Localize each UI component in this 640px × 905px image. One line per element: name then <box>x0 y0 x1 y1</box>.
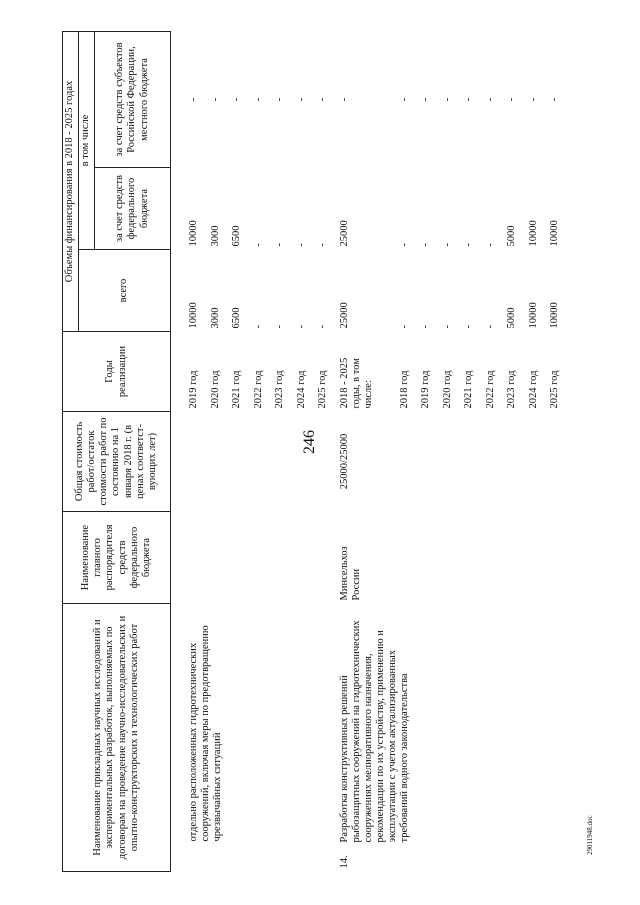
federal-cell: - <box>484 243 496 247</box>
federal-cell: 10000 <box>527 220 539 247</box>
year-cell: 2019 год <box>420 370 431 409</box>
year-cell: 2020 год <box>441 370 453 409</box>
total-cell: - <box>317 325 328 329</box>
year-cell: 2019 год <box>188 370 199 409</box>
year-cell: 2025 год <box>317 370 328 409</box>
item-name: Разработка конструктивных решений рыбозащитных сооружений на гидротехнических сооружениях мелиоративного назначения, рекомендации по их устройству, применению и эксплуатации с учетом актуализированных требований водного законодательства <box>338 620 410 843</box>
year-cell: 2021 год <box>463 370 474 409</box>
total-cell: - <box>252 325 264 329</box>
header-federal: за счет средств федерального бюджета <box>95 168 171 250</box>
total-cell: 5000 <box>506 307 517 329</box>
regional-cell: - <box>209 97 221 102</box>
total-cell: 6500 <box>231 307 242 329</box>
year-cell: 2020 год <box>209 370 221 409</box>
header-years: Годы реализации <box>63 332 171 412</box>
total-cell: 10000 <box>549 302 560 329</box>
header-funding: Объемы финансирования в 2018 - 2025 годах <box>63 31 79 331</box>
year-cell: 2021 год <box>231 370 242 409</box>
regional-cell: - <box>231 97 242 102</box>
year-cell: 2024 год <box>527 370 539 409</box>
regional-cell: - <box>506 97 517 102</box>
item-number: 14. <box>338 855 350 869</box>
federal-cell: 25000 <box>338 220 350 247</box>
total-cell: - <box>295 325 307 329</box>
header-regional: за счет средств субъектов Российской Федерации, местного бюджета <box>95 31 171 167</box>
document-footer-id: 29011948.doc <box>586 815 594 855</box>
year-cell: 2023 год <box>274 370 285 409</box>
item-14 <box>338 604 570 872</box>
federal-cell: - <box>441 243 453 247</box>
federal-cell: - <box>463 243 474 247</box>
year-cell: 2023 год <box>506 370 517 409</box>
item-manager: Минсельхоз России <box>338 546 362 601</box>
regional-cell: - <box>441 97 453 102</box>
item-name: отдельно расположенных гидротехнических сооружений, включая меры по предотвращению чрезвычайных ситуаций <box>188 625 224 842</box>
federal-cell: - <box>398 243 410 247</box>
federal-cell: 3000 <box>209 225 221 247</box>
total-cell: 10000 <box>527 302 539 329</box>
year-cell: 2022 год <box>252 370 264 409</box>
item-cost: 25000/25000 <box>338 433 350 490</box>
year-cell: 2025 год <box>549 370 560 409</box>
header-cost: Общая стоимость работ/остаток стоимости работ по состоянию на 1 января 2018 г. (в ценах соответст- вующих лет) <box>63 412 171 512</box>
page-number: 246 <box>301 430 318 454</box>
federal-cell: - <box>274 243 285 247</box>
federal-cell: 5000 <box>506 225 517 247</box>
regional-cell: - <box>188 97 199 102</box>
regional-cell: - <box>420 97 431 102</box>
table-row <box>187 31 209 871</box>
total-cell: - <box>484 325 496 329</box>
regional-cell: - <box>274 97 285 102</box>
total-cell: 25000 <box>338 302 350 329</box>
total-cell: - <box>420 325 431 329</box>
header-total: всего <box>79 250 171 332</box>
year-cell: 2024 год <box>295 370 307 409</box>
header-manager: Наименование главного распорядителя средств федерального бюджета <box>63 512 171 604</box>
regional-cell: - <box>527 97 539 102</box>
federal-cell: 10000 <box>188 220 199 247</box>
rotated-page <box>62 32 582 872</box>
total-cell: 10000 <box>188 302 199 329</box>
federal-cell: 10000 <box>549 220 560 247</box>
regional-cell: - <box>252 97 264 102</box>
year-cell: 2022 год <box>484 370 496 409</box>
regional-cell: - <box>463 97 474 102</box>
regional-cell: - <box>338 97 350 102</box>
regional-cell: - <box>549 97 560 102</box>
total-cell: 3000 <box>209 307 221 329</box>
regional-cell: - <box>484 97 496 102</box>
regional-cell: - <box>295 97 307 102</box>
total-cell: - <box>441 325 453 329</box>
total-cell: - <box>274 325 285 329</box>
federal-cell: - <box>420 243 431 247</box>
federal-cell: - <box>252 243 264 247</box>
total-cell: - <box>463 325 474 329</box>
federal-cell: - <box>295 243 307 247</box>
table-row <box>338 31 398 871</box>
total-cell: - <box>398 325 410 329</box>
regional-cell: - <box>317 97 328 102</box>
header-name: Наименование прикладных научных исследований и экспериментальных разработок, выполняемых по договорам на проведение научно-исследовательских и опытно-конструкторских и технологических работ <box>63 604 171 872</box>
funding-table <box>62 31 570 872</box>
federal-cell: - <box>317 243 328 247</box>
year-cell: 2018 год <box>398 370 410 409</box>
header-incl: в том числе <box>79 31 95 249</box>
federal-cell: 6500 <box>231 225 242 247</box>
year-cell: 2018 - 2025 годы, в том числе: <box>338 357 374 409</box>
regional-cell: - <box>398 97 410 102</box>
